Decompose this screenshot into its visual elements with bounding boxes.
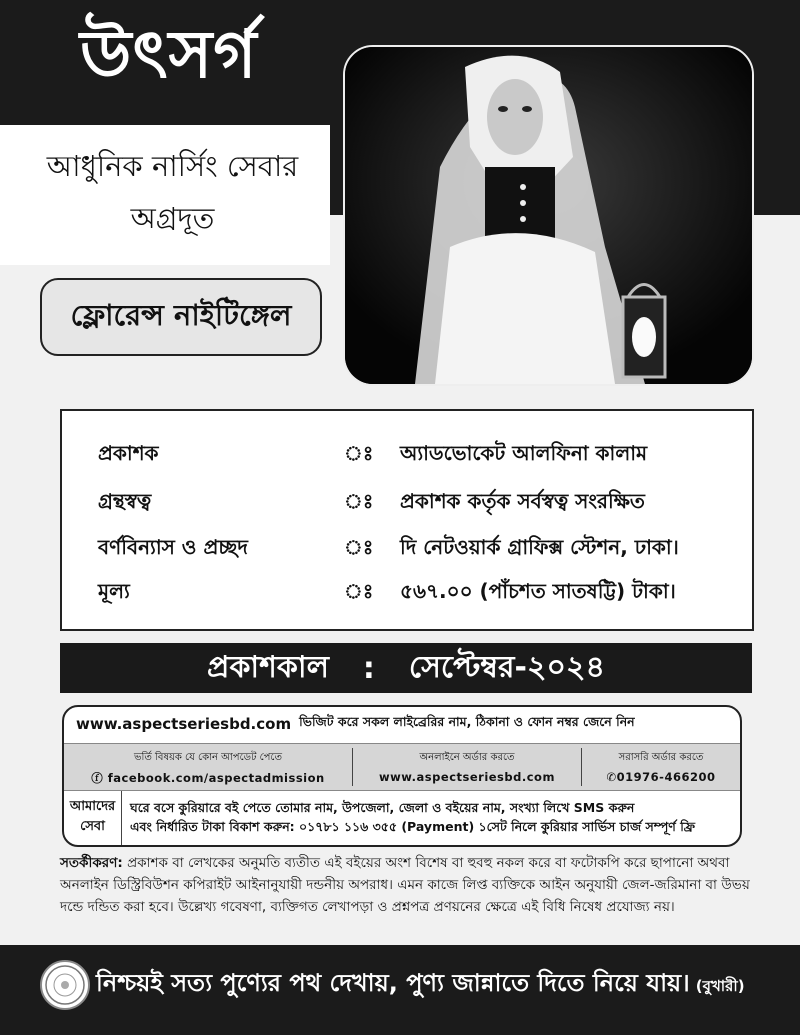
service-row <box>64 791 740 845</box>
online-order-link[interactable]: www.aspectseriesbd.com <box>379 770 555 784</box>
nurse-photo <box>343 45 754 386</box>
direct-order-caption: সরাসরি অর্ডার করতে <box>618 752 704 763</box>
info-row <box>62 439 752 479</box>
name-pill: ফ্লোরেন্স নাইটিঙ্গেল <box>40 278 322 356</box>
info-value: দি নেটওয়ার্ক গ্রাফিক্স স্টেশন, ঢাকা। <box>400 535 679 559</box>
seal-logo <box>40 960 90 1010</box>
promo-header <box>64 707 742 741</box>
hadith-quote <box>96 965 745 1005</box>
info-label: বর্ণবিন্যাস ও প্রচ্ছদ <box>98 535 248 559</box>
seal-icon <box>42 962 88 1008</box>
promo-url-link[interactable]: www.aspectseriesbd.com <box>76 715 292 733</box>
direct-order-cell <box>582 744 740 790</box>
publication-date: সেপ্টেম্বর-২০২৪ <box>408 649 605 685</box>
promo-contact-row <box>64 743 740 791</box>
direct-order-phone[interactable] <box>582 770 740 784</box>
info-label: গ্রন্থস্বত্ব <box>98 489 152 513</box>
info-row <box>62 577 752 617</box>
warning-text: প্রকাশক বা লেখকের অনুমতি ব্যতীত এই বইয়ের অংশ বিশেষ বা হুবহু নকল করে বা ফটোকপি করে ছাপানো অথবা অনলাইন ডিস্ট্রিবিউশন কপিরাইট আইনানুযায়ী দন্ডনীয় অপরাধ। এমন কাজে লিপ্ত ব্যক্তিকে আইন অনুযায়ী জেল-জরিমানা বা উভয় দন্ডে দন্ডিত করা হবে। উল্লেখ্য গবেষণা, ব্যক্তিগত লেখাপড়া ও প্রশ্নপত্র প্রণয়নের ক্ষেত্রে এই বিধি নিষেধ প্রযোজ্য নয়। <box>60 855 750 915</box>
online-order-caption: অনলাইনে অর্ডার করতে <box>419 752 515 763</box>
brand-title: উৎসর্গ <box>80 16 258 93</box>
service-label-line-1: আমাদের <box>69 799 116 814</box>
subtitle <box>30 140 315 244</box>
service-text <box>130 798 734 836</box>
nurse-illustration <box>345 47 752 384</box>
promo-box <box>62 705 742 847</box>
facebook-link[interactable] <box>64 770 352 786</box>
facebook-icon: ⓕ <box>91 771 104 785</box>
online-order-cell <box>353 744 581 790</box>
phone-icon: ✆ <box>606 770 617 784</box>
subtitle-line-2: অগ্রদূত <box>130 201 215 235</box>
publication-label: প্রকাশকাল <box>207 649 329 685</box>
info-label: প্রকাশক <box>98 441 159 465</box>
service-label <box>64 791 122 845</box>
subtitle-line-1: আধুনিক নার্সিং সেবার <box>46 149 299 183</box>
facebook-caption: ভর্তি বিষয়ক যে কোন আপডেট পেতে <box>134 752 282 763</box>
service-line-1: ঘরে বসে কুরিয়ারে বই পেতে তোমার নাম, উপজেলা, জেলা ও বইয়ের নাম, সংখ্যা লিখে SMS করুন <box>130 800 635 815</box>
info-colon: ঃ <box>344 579 374 603</box>
warning-label: সতর্কীকরণ: <box>60 855 123 871</box>
copyright-warning <box>60 852 750 918</box>
quote-source: (বুখারী) <box>695 977 745 995</box>
publication-colon: : <box>362 650 375 686</box>
info-value: প্রকাশক কর্তৃক সর্বস্বত্ব সংরক্ষিত <box>400 489 645 513</box>
info-row <box>62 487 752 527</box>
info-value: ৫৬৭.০০ (পাঁচশত সাতষট্টি) টাকা। <box>400 579 676 603</box>
info-table <box>60 409 754 631</box>
facebook-link-text: facebook.com/aspectadmission <box>107 771 325 785</box>
publication-bar <box>60 643 752 693</box>
info-row <box>62 533 752 573</box>
info-colon: ঃ <box>344 489 374 513</box>
info-label: মূল্য <box>98 579 130 603</box>
info-value: অ্যাডভোকেট আলফিনা কালাম <box>400 441 648 465</box>
info-colon: ঃ <box>344 441 374 465</box>
service-line-2: এবং নির্ধারিত টাকা বিকাশ করুন: ০১৭৮১ ১১৬ ৩৫৫ (Payment) ১সেট নিলে কুরিয়ার সার্ভিস চার্জ সম্পূর্ণ ফ্রি <box>130 819 696 834</box>
direct-order-phone-text: 01976-466200 <box>616 770 716 784</box>
facebook-cell <box>64 744 352 790</box>
promo-url-text: ভিজিট করে সকল লাইব্রেরির নাম, ঠিকানা ও ফোন নম্বর জেনে নিন <box>299 714 635 729</box>
quote-text: নিশ্চয়ই সত্য পুণ্যের পথ দেখায়, পুণ্য জান্নাতে দিতে নিয়ে যায়। <box>96 969 690 997</box>
info-colon: ঃ <box>344 535 374 559</box>
service-label-line-2: সেবা <box>80 819 105 834</box>
